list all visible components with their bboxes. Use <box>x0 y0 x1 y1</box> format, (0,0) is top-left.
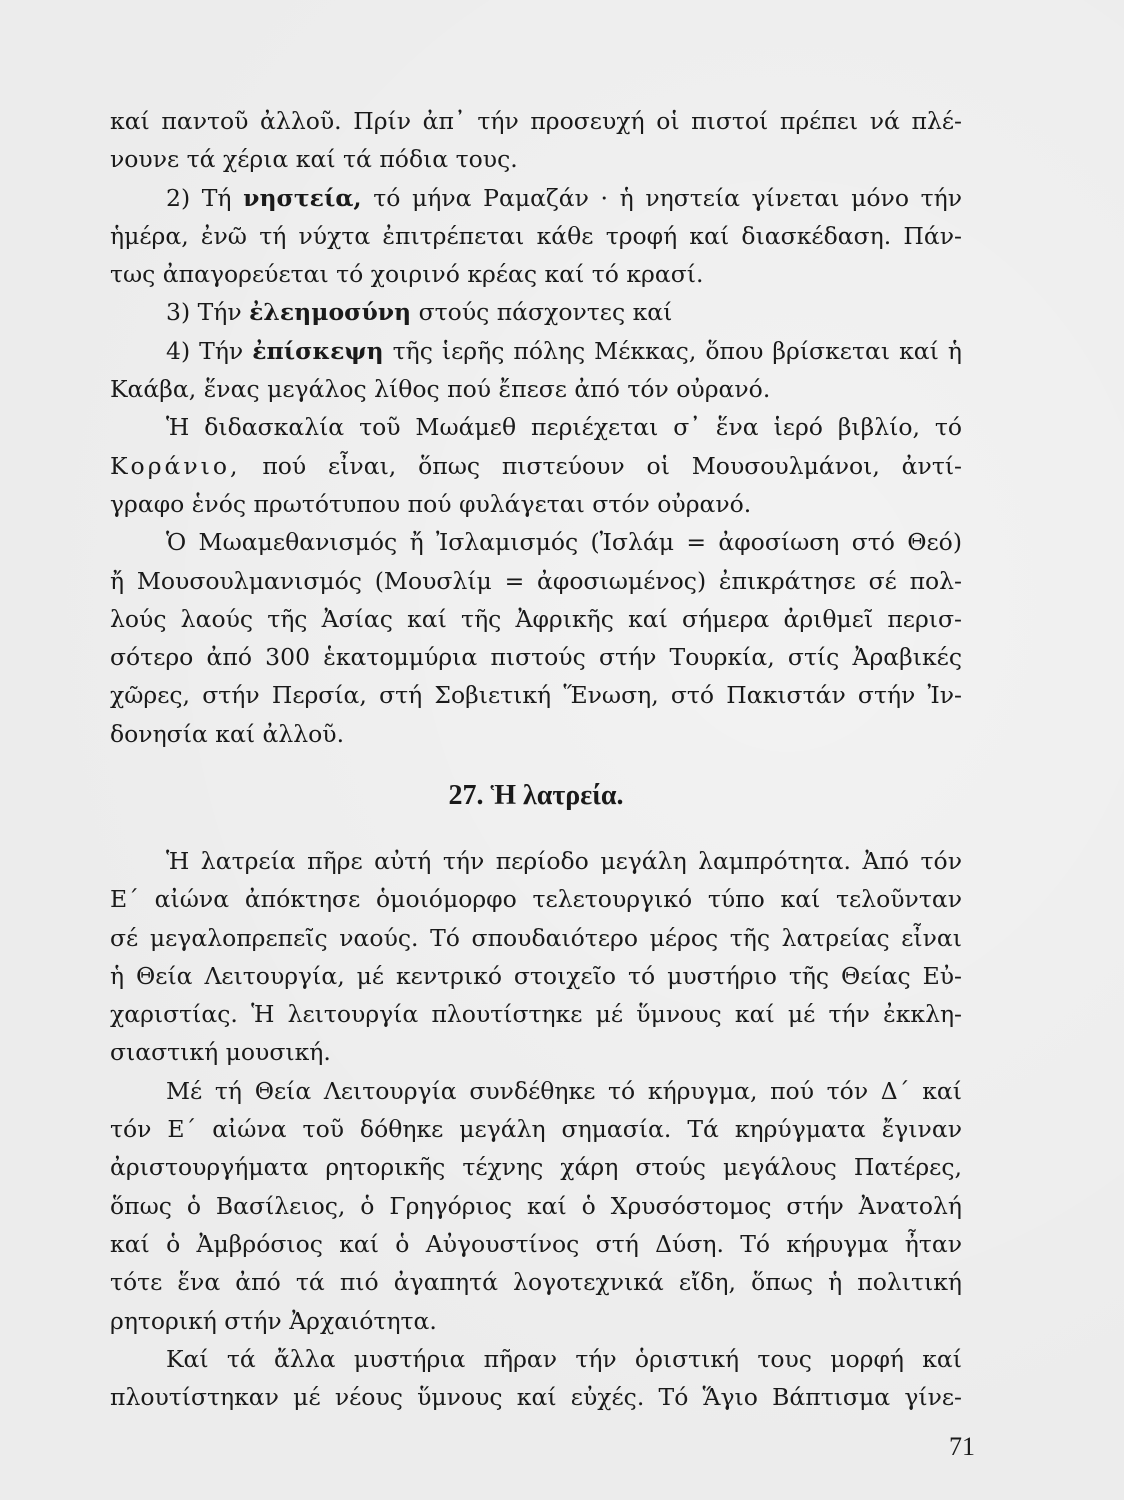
text-line: χῶρες, στήν Περσία, στή Σοβιετική Ἕνωση, στό Πακιστάν στήν Ἰν- <box>110 681 962 710</box>
text-line: σότερο ἀπό 300 ἑκατομμύρια πιστούς στήν Τουρκία, στίς Ἀραβικές <box>110 643 962 672</box>
text-line: νουνε τά χέρια καί τά πόδια τους. <box>110 145 518 174</box>
paragraph-almsgiving <box>110 293 962 331</box>
text-line: τως ἀπαγορεύεται τό χοιρινό κρέας καί τό κρασί. <box>110 260 704 289</box>
text-line: Ὁ Μωαμεθανισμός ἤ Ἰσλαμισμός (Ἰσλάμ = ἀφοσίωση στό Θεό) <box>166 528 962 557</box>
text-line: Ἡ διδασκαλία τοῦ Μωάμεθ περιέχεται σ᾿ ἕνα ἱερό βιβλίο, τό <box>166 413 962 442</box>
text-line: τότε ἕνα ἀπό τά πιό ἀγαπητά λογοτεχνικά εἴδη, ὅπως ἡ πολιτική <box>110 1268 962 1297</box>
text-line <box>110 293 962 331</box>
text-line: σέ μεγαλοπρεπεῖς ναούς. Τό σπουδαιότερο μέρος τῆς λατρείας εἶναι <box>110 923 962 952</box>
list-number: 2) Τή <box>166 183 244 212</box>
page-number: 71 <box>949 1432 975 1461</box>
text-line: Μέ τή Θεία Λειτουργία συνδέθηκε τό κήρυγμα, πού τόν Δ΄ καί <box>166 1076 962 1105</box>
text-line: ρητορική στήν Ἀρχαιότητα. <box>110 1306 437 1335</box>
paragraph-sacraments <box>110 1340 962 1417</box>
line-rest: τό μήνα Ραμαζάν · ἡ νηστεία γίνεται μόνο τήν <box>361 183 962 212</box>
text-line <box>110 179 962 217</box>
text-line: καί ὁ Ἀμβρόσιος καί ὁ Αὐγουστίνος στή Δύση. Τό κήρυγμα ἦταν <box>110 1229 962 1258</box>
keyword-visit: ἐπίσκεψη <box>252 336 384 365</box>
line-rest: τῆς ἱερῆς πόλης Μέκκας, ὅπου βρίσκεται καί ἡ <box>383 336 962 365</box>
list-number: 3) Τήν <box>166 298 250 327</box>
text-line: Καί τά ἄλλα μυστήρια πῆραν τήν ὁριστική τους μορφή καί <box>166 1344 962 1373</box>
text-line <box>110 447 962 485</box>
paragraph-sermon <box>110 1072 962 1340</box>
paragraph-spread <box>110 523 962 753</box>
text-line: λούς λαούς τῆς Ἀσίας καί τῆς Ἀφρικῆς καί σήμερα ἀριθμεῖ περισ- <box>110 604 962 633</box>
paragraph-koran <box>110 408 962 523</box>
keyword-fasting: νηστεία, <box>243 183 362 212</box>
text-block-islam <box>110 102 962 753</box>
text-line <box>110 332 962 370</box>
text-line: Καάβα, ἕνας μεγάλος λίθος πού ἔπεσε ἀπό τόν οὐρανό. <box>110 375 771 404</box>
text-line: γραφο ἑνός πρωτότυπου πού φυλάγεται στόν οὐρανό. <box>110 489 752 518</box>
keyword-almsgiving: ἐλεημοσύνη <box>249 298 412 327</box>
paragraph-pilgrimage <box>110 332 962 409</box>
text-line: ἀριστουργήματα ρητορικῆς τέχνης χάρη στούς μεγάλους Πατέρες, <box>110 1153 962 1182</box>
paragraph-worship <box>110 842 962 1072</box>
text-line: καί παντοῦ ἀλλοῦ. Πρίν ἀπ᾿ τήν προσευχή οἱ πιστοί πρέπει νά πλέ- <box>110 107 962 135</box>
text-line: τόν Ε΄ αἰώνα τοῦ δόθηκε μεγάλη σημασία. Τά κηρύγματα ἔγιναν <box>110 1115 962 1144</box>
text-line: δονησία καί ἀλλοῦ. <box>110 719 345 748</box>
line-rest: πού εἶναι, ὅπως πιστεύουν οἱ Μουσουλμάνοι, ἀντί- <box>240 451 962 480</box>
line-rest: στούς πάσχοντες καί <box>411 298 673 327</box>
paragraph-continued <box>110 102 962 179</box>
text-line: ἡ Θεία Λειτουργία, μέ κεντρικό στοιχεῖο τό μυστήριο τῆς Θείας Εὐ- <box>110 961 962 990</box>
text-line: ὅπως ὁ Βασίλειος, ὁ Γρηγόριος καί ὁ Χρυσόστομος στήν Ἀνατολή <box>110 1191 962 1220</box>
spaced-word-koran: Κοράνιο, <box>110 451 241 480</box>
text-line: ἤ Μουσουλμανισμός (Μουσλίμ = ἀφοσιωμένος) ἐπικράτησε σέ πολ- <box>110 566 962 595</box>
text-block-worship <box>110 842 962 1416</box>
text-line: ἡμέρα, ἐνῶ τή νύχτα ἐπιτρέπεται κάθε τροφή καί διασκέδαση. Πάν- <box>110 221 962 250</box>
text-line: Ἡ λατρεία πῆρε αὐτή τήν περίοδο μεγάλη λαμπρότητα. Ἀπό τόν <box>166 847 962 875</box>
list-number: 4) Τήν <box>166 336 253 365</box>
text-line: πλουτίστηκαν μέ νέους ὕμνους καί εὐχές. Τό Ἅγιο Βάπτισμα γίνε- <box>110 1383 962 1412</box>
text-line: σιαστική μουσική. <box>110 1038 331 1067</box>
section-heading: 27. Ἡ λατρεία. <box>448 780 624 811</box>
paragraph-fasting <box>110 179 962 294</box>
text-line: χαριστίας. Ἡ λειτουργία πλουτίστηκε μέ ὕμνους καί μέ τήν ἐκκλη- <box>110 1000 962 1029</box>
text-line: Ε΄ αἰώνα ἀπόκτησε ὁμοιόμορφο τελετουργικό τύπο καί τελοῦνταν <box>110 885 962 914</box>
